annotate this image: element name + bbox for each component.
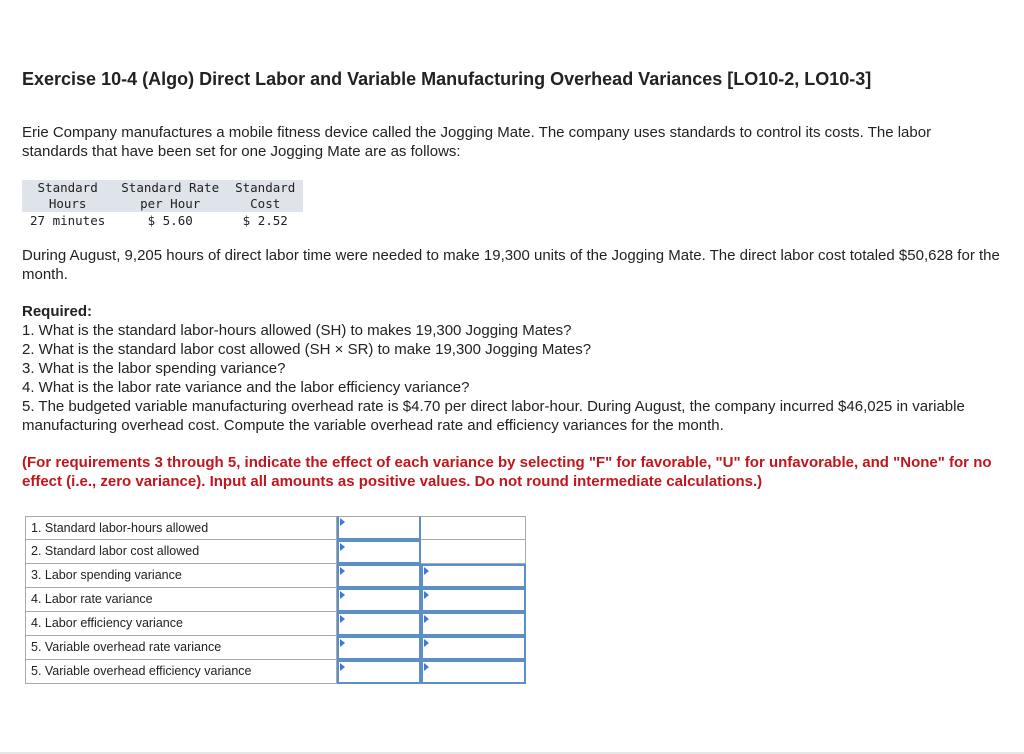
answer-table (25, 516, 526, 684)
answer-row-spending-variance (25, 564, 526, 588)
required-heading: Required: (22, 303, 93, 320)
standards-value-row (22, 212, 303, 229)
voh-rate-variance-amount-input[interactable] (337, 636, 421, 660)
header-line: per Hour (140, 196, 201, 211)
rate-variance-effect-select[interactable] (421, 588, 526, 612)
required-item-5: 5. The budgeted variable manufacturing overhead rate is $4.70 per direct labor-hour. During August, the company incurred $46,025 in variable manufacturing overhead cost. Compute the variable overhead rate and efficiency variances for the month. (22, 398, 965, 434)
standards-header-row (22, 180, 303, 212)
amount-field[interactable] (339, 590, 419, 610)
answer-row-efficiency-variance (25, 612, 526, 636)
required-item-1: 1. What is the standard labor-hours allowed (SH) to makes 19,300 Jogging Mates? (22, 322, 572, 339)
value-standard-rate: $ 5.60 (147, 213, 193, 228)
dropdown-marker-icon (424, 663, 429, 671)
rate-variance-amount-input[interactable] (337, 588, 421, 612)
answer-row-label: 1. Standard labor-hours allowed (25, 516, 337, 540)
dropdown-marker-icon (424, 615, 429, 623)
amount-field[interactable] (339, 566, 419, 586)
dropdown-marker-icon (424, 639, 429, 647)
amount-field[interactable] (339, 542, 419, 562)
spending-variance-amount-input[interactable] (337, 564, 421, 588)
dropdown-marker-icon (424, 567, 429, 575)
header-standard-rate (113, 180, 227, 212)
header-line: Hours (48, 196, 87, 211)
efficiency-variance-effect-select[interactable] (421, 612, 526, 636)
instruction-note: (For requirements 3 through 5, indicate the effect of each variance by selecting "F" for favorable, "U" for unfavorable, and "None" for no effect (i.e., zero variance). Input all amounts as positive values. Do not round intermediate calculations.) (22, 454, 992, 490)
answer-row-label: 4. Labor rate variance (25, 588, 337, 612)
required-item-3: 3. What is the labor spending variance? (22, 360, 286, 377)
amount-field[interactable] (339, 614, 419, 634)
std-cost-effect-cell (421, 540, 526, 564)
required-item-4: 4. What is the labor rate variance and the labor efficiency variance? (22, 379, 470, 396)
required-item-2: 2. What is the standard labor cost allowed (SH × SR) to make 19,300 Jogging Mates? (22, 341, 592, 358)
answer-row-rate-variance (25, 588, 526, 612)
required-section (22, 302, 1007, 435)
answer-row-voh-rate-variance (25, 636, 526, 660)
answer-row-voh-efficiency-variance (25, 660, 526, 684)
voh-efficiency-variance-amount-input[interactable] (337, 660, 421, 684)
efficiency-variance-amount-input[interactable] (337, 612, 421, 636)
voh-efficiency-variance-effect-select[interactable] (421, 660, 526, 684)
answer-row-label: 5. Variable overhead rate variance (25, 636, 337, 660)
answer-row-label: 4. Labor efficiency variance (25, 612, 337, 636)
answer-row-std-cost (25, 540, 526, 564)
header-line: Standard (37, 180, 98, 195)
page-title: Exercise 10-4 (Algo) Direct Labor and Variable Manufacturing Overhead Variances [LO10-2, LO10-3] (22, 69, 872, 89)
voh-rate-variance-effect-select[interactable] (421, 636, 526, 660)
dropdown-marker-icon (424, 591, 429, 599)
answer-row-label: 2. Standard labor cost allowed (25, 540, 337, 564)
answer-row-std-hours (25, 516, 526, 540)
answer-row-label: 3. Labor spending variance (25, 564, 337, 588)
august-data-paragraph: During August, 9,205 hours of direct labor time were needed to make 19,300 units of the Jogging Mate. The direct labor cost totaled $50,628 for the month. (22, 247, 1000, 283)
std-hours-effect-cell (421, 516, 526, 540)
intro-paragraph: Erie Company manufactures a mobile fitness device called the Jogging Mate. The company uses standards to control its costs. The labor standards that have been set for one Jogging Mate are as follows: (22, 124, 932, 160)
header-line: Standard Rate (121, 180, 220, 195)
spending-variance-effect-select[interactable] (421, 564, 526, 588)
amount-field[interactable] (339, 638, 419, 658)
std-cost-amount-input[interactable] (337, 540, 421, 564)
labor-standards-table (22, 180, 303, 229)
header-standard-hours (22, 180, 113, 212)
amount-field[interactable] (339, 517, 419, 538)
header-standard-cost (227, 180, 303, 212)
header-line: Cost (250, 196, 281, 211)
std-hours-amount-input[interactable] (337, 516, 421, 540)
value-standard-cost: $ 2.52 (242, 213, 288, 228)
header-line: Standard (235, 180, 296, 195)
value-standard-hours: 27 minutes (30, 213, 106, 228)
amount-field[interactable] (339, 662, 419, 682)
answer-row-label: 5. Variable overhead efficiency variance (25, 660, 337, 684)
